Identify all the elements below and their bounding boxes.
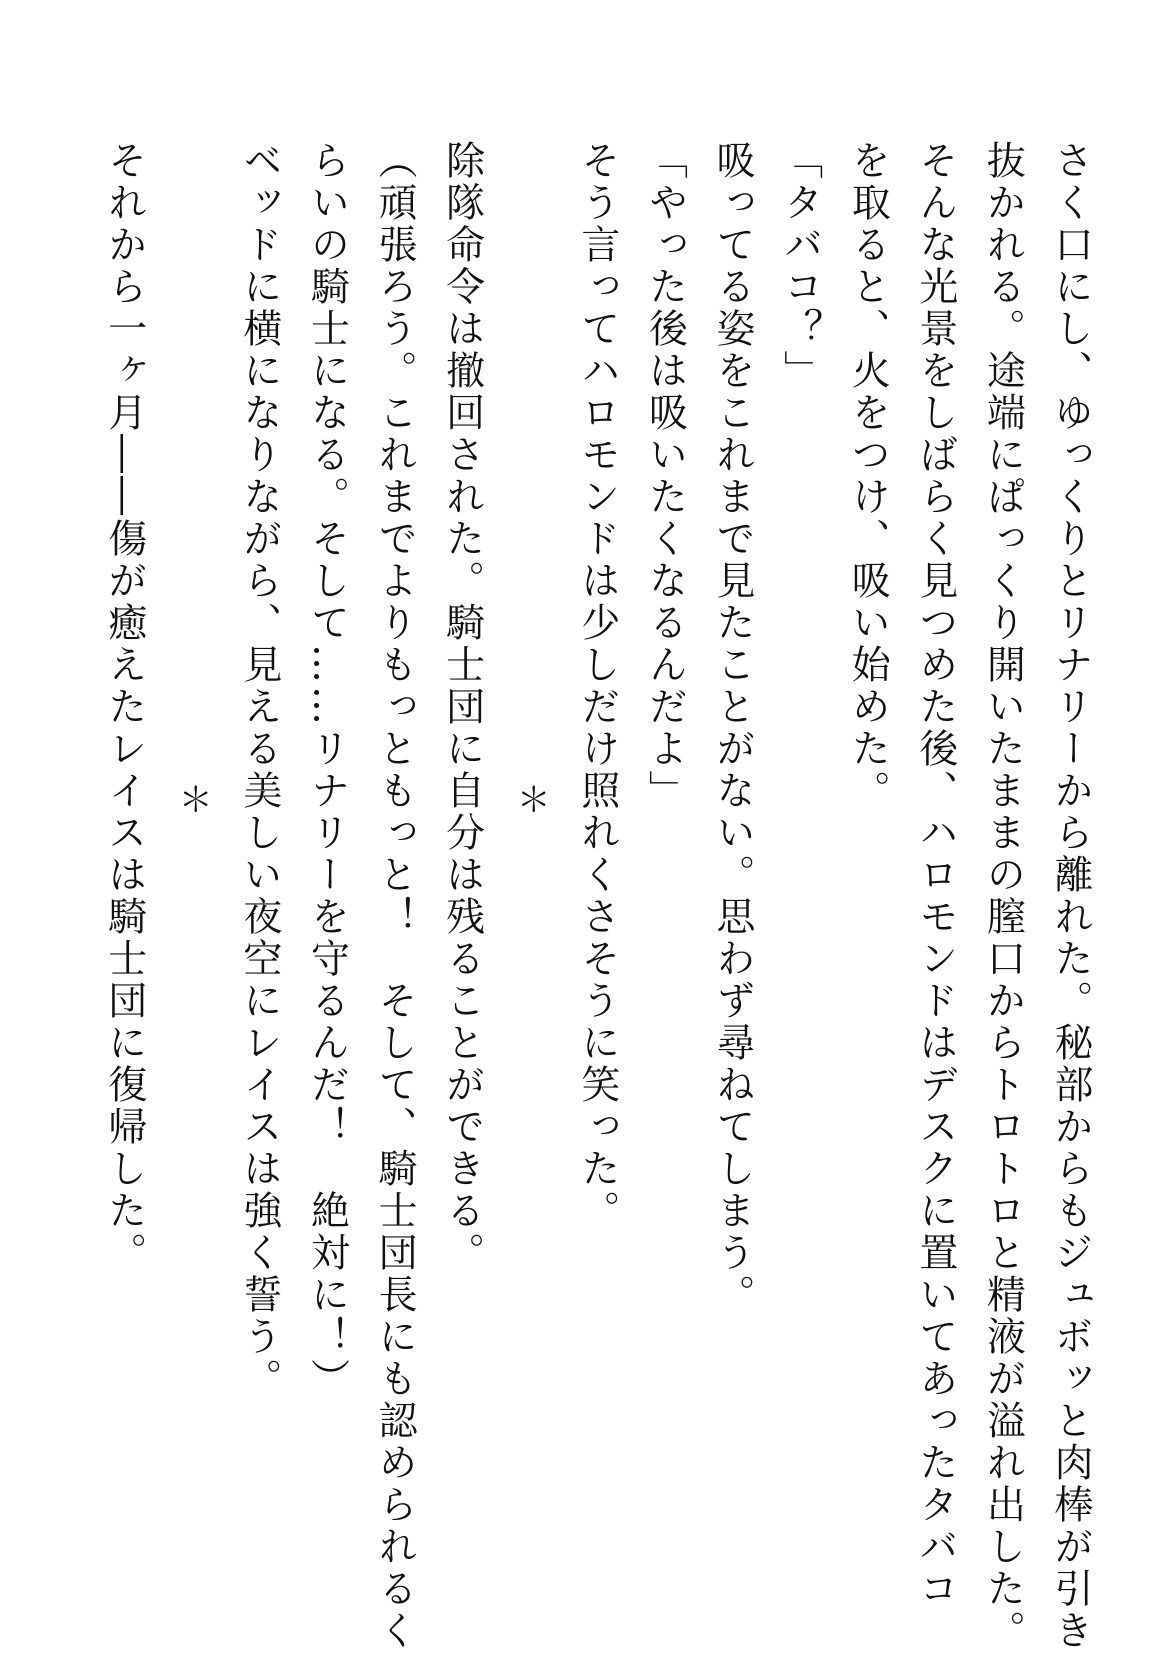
text-line-5: 「タバコ？」 — [777, 140, 823, 392]
text-line-2: 抜かれる。途端にぱっくり開いたままの膣口からトロトロと精液が溢れ出した。 — [980, 140, 1026, 1652]
text-line-15: それから一ヶ月――傷が癒えたレイスは騎士団に復帰した。 — [101, 140, 147, 1274]
text-line-10: 除隊命令は撤回された。騎士団に自分は残ることができる。 — [439, 140, 485, 1274]
text-line-13: ベッドに横になりながら、見える美しい夜空にレイスは強く誓う。 — [236, 140, 282, 1400]
text-line-4: を取ると、火をつけ、吸い始めた。 — [845, 140, 891, 812]
text-line-7: 「やった後は吸いたくなるんだよ」 — [642, 140, 688, 812]
text-line-8: そう言ってハロモンドは少しだけ照れくさそうに笑った。 — [574, 140, 620, 1232]
text-line-6: 吸ってる姿をこれまで見たことがない。思わず尋ねてしまう。 — [710, 140, 756, 1316]
text-line-3: そんな光景をしばらく見つめた後、ハロモンドはデスクに置いてあったタバコ — [912, 140, 958, 1610]
scene-break-1: ＊ — [510, 781, 551, 819]
text-line-1: さく口にし、ゆっくりとリナリーから離れた。秘部からもジュボッと肉棒が引き — [1048, 140, 1093, 1652]
vertical-text-block — [90, 140, 1104, 1652]
text-line-12: らいの騎士になる。そして……リナリーを守るんだ！ 絶対に！） — [304, 140, 350, 1400]
text-line-11: （頑張ろう。これまでよりもっともっと！ そして、騎士団長にも認められるく — [372, 140, 418, 1652]
scene-break-2: ＊ — [172, 781, 213, 819]
